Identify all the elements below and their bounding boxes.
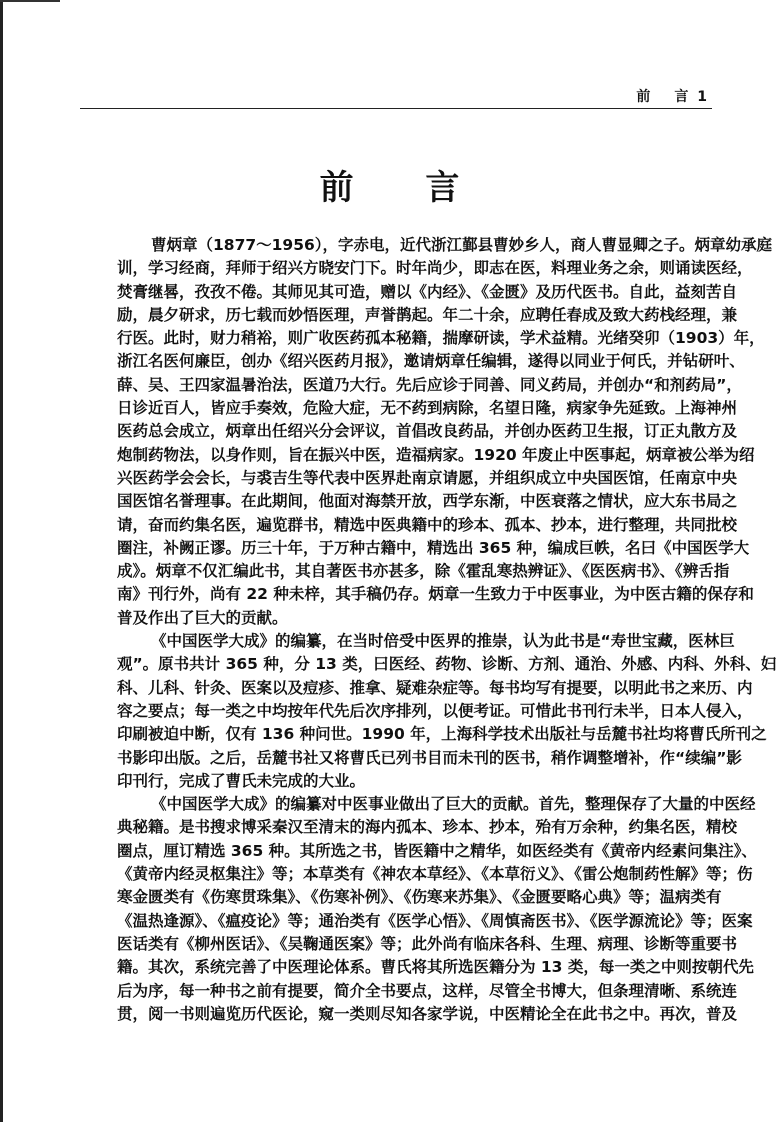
text-line: 典秘籍。是书搜求博采秦汉至清末的海内孤本、珍本、抄本，殆有万余种，约集名医，精校 bbox=[117, 818, 738, 837]
text-line: 圈点，厘订精选 365 种。其所选之书，皆医籍中之精华，如医经类有《黄帝内经素问集注》、 bbox=[117, 841, 757, 860]
text-line: 容之要点；每一类之中均按年代先后次序排列，以便考证。可惜此书刊行未半，日本人侵入， bbox=[117, 701, 753, 720]
running-head-title-b: 言 bbox=[674, 89, 691, 105]
text-line: 医药总会成立，炳章出任绍兴分会评议，首倡改良药品，并创办医药卫生报，订正丸散方及 bbox=[117, 422, 738, 441]
text-line: 圈注，补阙正谬。历三十年，于万种古籍中，精选出 365 种，编成巨帙，名曰《中国医学大 bbox=[117, 538, 750, 557]
header-rule bbox=[80, 108, 712, 109]
text-line: 薛、吴、王四家温暑治法，医道乃大行。先后应诊于同善、同义药局，并创办“和剂药局”， bbox=[117, 375, 742, 394]
text-line: 炮制药物法，以身作则，旨在振兴中医，造福病家。1920 年废止中医事起，炳章被公举为绍 bbox=[117, 445, 755, 464]
text-line: 行医。此时，财力稍裕，则广收医药孤本秘籍，揣摩研读，学术益精。光绪癸卯（1903）年， bbox=[117, 329, 765, 348]
text-line: 观”。原书共计 365 种，分 13 类，曰医经、药物、诊断、方剂、通治、外感、内科、外科、妇 bbox=[117, 655, 777, 674]
page-number: 1 bbox=[697, 89, 709, 105]
text-line: 贯，阅一书则遍览历代医论，窥一类则尽知各家学说，中医精论全在此书之中。再次，普及 bbox=[117, 1004, 738, 1023]
text-line: 成》。炳章不仅汇编此书，其自著医书亦甚多，除《霍乱寒热辨证》、《医医病书》、《辨舌指 bbox=[117, 562, 730, 581]
running-head-title-a: 前 bbox=[636, 89, 653, 105]
scan-border-top bbox=[0, 0, 60, 2]
text-line: 书影印出版。之后，岳麓书社又将曹氏已列书目而未刊的医书，稍作调整增补，作“续编”影 bbox=[117, 748, 742, 767]
text-line: 《中国医学大成》的编纂，在当时倍受中医界的推崇，认为此书是“寿世宝藏，医林巨 bbox=[151, 632, 735, 651]
text-line: 后为序，每一种书之前有提要，简介全书要点，这样，尽管全书博大，但条理清晰、系统连 bbox=[117, 981, 738, 1000]
paragraph bbox=[117, 234, 773, 630]
paragraph bbox=[117, 630, 777, 793]
text-line: 印刷被迫中断，仅有 136 种问世。1990 年，上海科学技术出版社与岳麓书社均将曹氏所刊之 bbox=[117, 725, 767, 744]
text-line: 《中国医学大成》的编纂对中医事业做出了巨大的贡献。首先，整理保存了大量的中医经 bbox=[151, 795, 756, 814]
text-line: 《温热逢源》、《瘟疫论》等；通治类有《医学心悟》、《周慎斋医书》、《医学源流论》等；医案 bbox=[117, 911, 753, 930]
body-text bbox=[117, 234, 777, 1026]
text-line: 焚膏继晷，孜孜不倦。其师见其可造，赠以《内经》、《金匮》及历代医书。自此，益刻苦自 bbox=[117, 282, 738, 301]
text-line: 印刊行，完成了曹氏未完成的大业。 bbox=[117, 771, 366, 790]
text-line: 寒金匮类有《伤寒贯珠集》、《伤寒补例》、《伤寒来苏集》、《金匮要略心典》等；温病类有 bbox=[117, 888, 722, 907]
text-line: 浙江名医何廉臣，创办《绍兴医药月报》，邀请炳章任编辑，遂得以同业于何氏，并钻研叶、 bbox=[117, 352, 745, 371]
text-line: 训，学习经商，拜师于绍兴方晓安门下。时年尚少，即志在医，料理业务之余，则诵读医经， bbox=[117, 259, 753, 278]
text-line: 日诊近百人，皆应手奏效，危险大症，无不药到病除，名望日隆，病家争先延致。上海神州 bbox=[117, 399, 738, 418]
page-title: 前 言 bbox=[319, 168, 490, 208]
paragraph bbox=[117, 793, 757, 1026]
text-line: 科、儿科、针灸、医案以及痘疹、推拿、疑难杂症等。每书均写有提要，以明此书之来历、内 bbox=[117, 678, 753, 697]
text-line: 医话类有《柳州医话》、《吴鞠通医案》等；此外尚有临床各科、生理、病理、诊断等重要书 bbox=[117, 934, 738, 953]
text-line: 兴医药学会会长，与裘吉生等代表中医界赴南京请愿，并组织成立中央国医馆，任南京中央 bbox=[117, 468, 738, 487]
text-line: 请，奋而约集名医，遍览群书，精选中医典籍中的珍本、孤本、抄本，进行整理，共同批校 bbox=[117, 515, 738, 534]
text-line: 《黄帝内经灵枢集注》等；本草类有《神农本草经》、《本草衍义》、《雷公炮制药性解》等；伤 bbox=[117, 865, 753, 884]
text-line: 曹炳章（1877～1956），字赤电，近代浙江鄞县曹妙乡人，商人曹显卿之子。炳章幼承庭 bbox=[151, 236, 773, 254]
text-line: 国医馆名誉理事。在此期间，他面对海禁开放，西学东渐，中医衰落之情状，应大东书局之 bbox=[117, 492, 738, 511]
text-line: 普及作出了巨大的贡献。 bbox=[117, 608, 288, 627]
running-head bbox=[636, 86, 709, 106]
text-line: 励，晨夕研求，历七载而妙悟医理，声誉鹊起。年二十余，应聘任春成及致大药栈经理，兼 bbox=[117, 305, 738, 324]
text-line: 籍。其次，系统完善了中医理论体系。曹氏将其所选医籍分为 13 类，每一类之中则按朝代先 bbox=[117, 958, 754, 977]
text-line: 南》刊行外，尚有 22 种未梓，其手稿仍存。炳章一生致力于中医事业，为中医古籍的保存和 bbox=[117, 585, 754, 604]
